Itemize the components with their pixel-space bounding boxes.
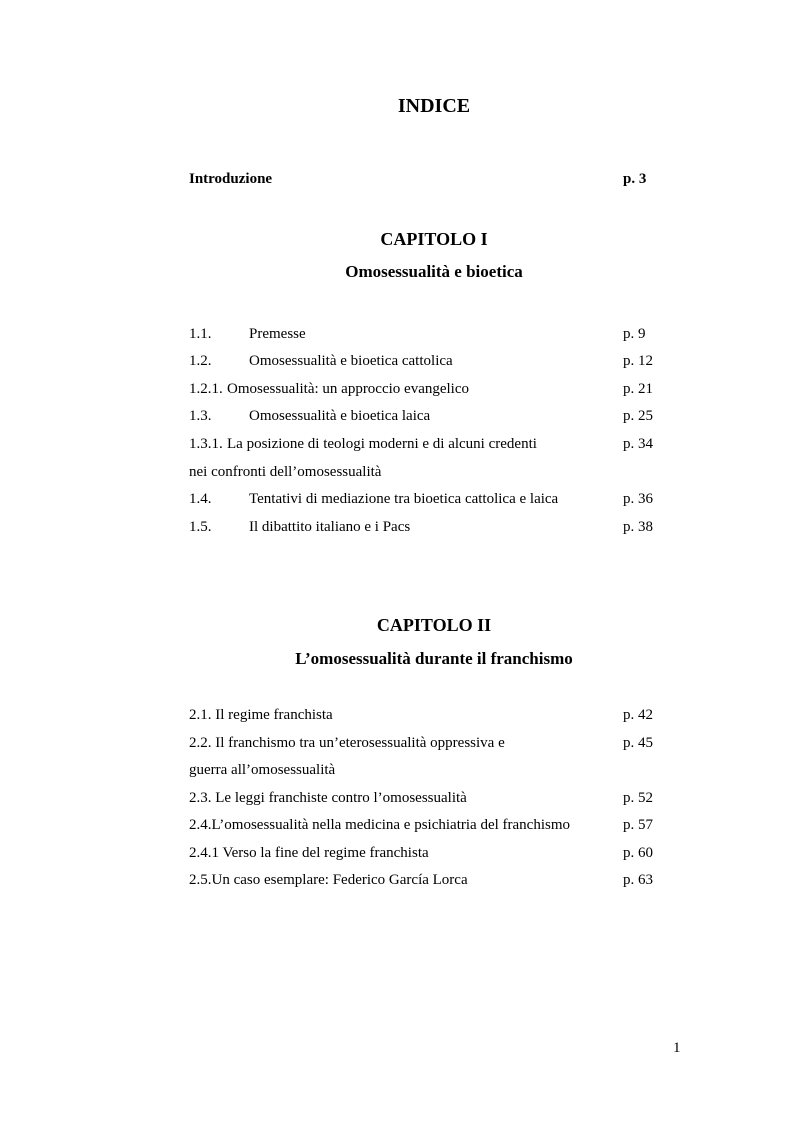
toc-entry-page: p. 45 (623, 735, 653, 751)
toc-entry-title: Tentativi di mediazione tra bioetica cattolica e laica (249, 491, 559, 507)
toc-entry-title: 2.5.Un caso esemplare: Federico García Lorca (189, 872, 468, 888)
toc-entry-title: 2.3. Le leggi franchiste contro l’omosessualità (189, 790, 467, 806)
chapter2-subtitle: L’omosessualità durante il franchismo (295, 649, 573, 668)
toc-entry-page: p. 38 (623, 519, 653, 535)
chapter2-heading: CAPITOLO II (376, 615, 492, 635)
toc-entry-title: Omosessualità: un approccio evangelico (227, 381, 470, 397)
toc-entry-page: p. 52 (623, 790, 653, 806)
toc-entry-number: 1.2. (189, 353, 212, 369)
toc-entry-page: p. 60 (623, 845, 653, 861)
toc-entry-page: p. 57 (623, 817, 653, 833)
toc-entry-page: p. 9 (623, 326, 646, 342)
toc-entry-page: p. 12 (623, 353, 653, 369)
toc-entry-continuation: nei confronti dell’omosessualità (189, 464, 382, 480)
toc-entry-title: Premesse (249, 326, 306, 342)
toc-entry-number: 1.1. (189, 326, 212, 342)
toc-entry-title: 2.1. Il regime franchista (189, 707, 333, 723)
toc-entry-title: 2.4.L’omosessualità nella medicina e psichiatria del franchismo (189, 817, 570, 833)
intro-page: p. 3 (623, 171, 647, 187)
chapter1-heading: CAPITOLO I (380, 229, 488, 249)
toc-entry-title: Il dibattito italiano e i Pacs (249, 519, 411, 535)
toc-entry-title: La posizione di teologi moderni e di alcuni credenti (227, 436, 537, 452)
toc-entry-number: 1.4. (189, 491, 212, 507)
toc-entry-title: Omosessualità e bioetica cattolica (249, 353, 453, 369)
toc-entry-number: 1.3. (189, 408, 212, 424)
page-number: 1 (673, 1040, 681, 1056)
toc-entry-continuation: guerra all’omosessualità (189, 762, 336, 778)
toc-entry-number: 1.2.1. (189, 381, 223, 397)
toc-entry-number: 1.5. (189, 519, 212, 535)
intro-label: Introduzione (189, 171, 273, 187)
toc-entry-page: p. 25 (623, 408, 653, 424)
toc-entry-page: p. 42 (623, 707, 653, 723)
toc-entry-title: Omosessualità e bioetica laica (249, 408, 431, 424)
toc-entry-page: p. 63 (623, 872, 653, 888)
document-title: INDICE (397, 95, 471, 117)
chapter1-subtitle: Omosessualità e bioetica (345, 262, 523, 281)
toc-entry-title: 2.4.1 Verso la fine del regime franchista (189, 845, 429, 861)
toc-entry-page: p. 34 (623, 436, 653, 452)
toc-entry-page: p. 36 (623, 491, 653, 507)
toc-entry-number: 1.3.1. (189, 436, 223, 452)
toc-entry-page: p. 21 (623, 381, 653, 397)
toc-entry-title: 2.2. Il franchismo tra un’eterosessualità oppressiva e (189, 735, 505, 751)
